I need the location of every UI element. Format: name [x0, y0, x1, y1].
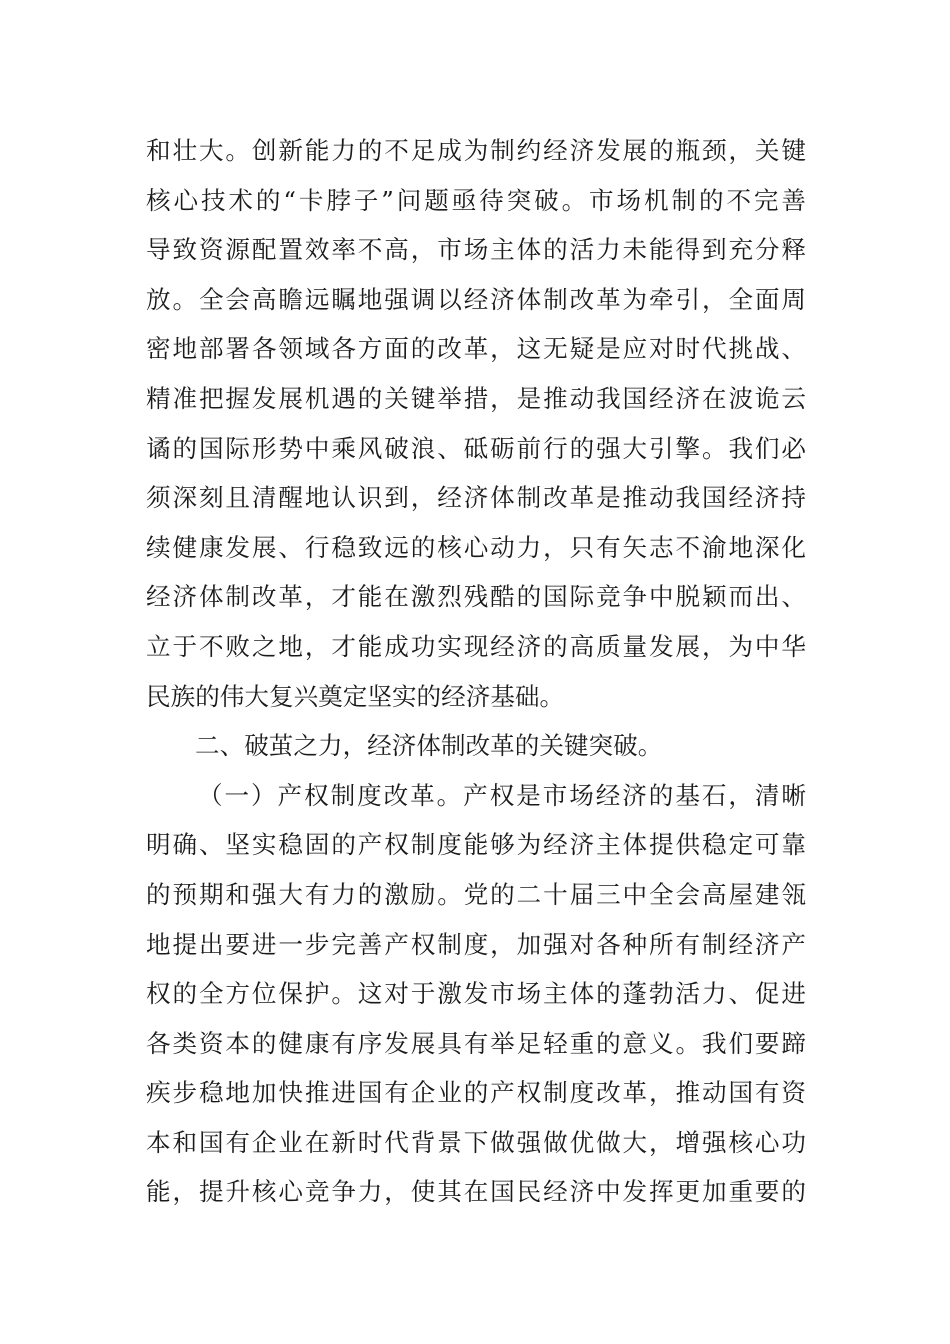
text-line: 经济体制改革，才能在激烈残酷的国际竞争中脱颖而出、: [146, 582, 806, 612]
text-line: 地提出要进一步完善产权制度，加强对各种所有制经济产: [146, 929, 806, 959]
text-line: 立于不败之地，才能成功实现经济的高质量发展，为中华: [146, 631, 806, 661]
text-line: 能，提升核心竞争力，使其在国民经济中发挥更加重要的: [146, 1177, 806, 1207]
text-line: 和壮大。创新能力的不足成为制约经济发展的瓶颈，关键: [146, 136, 806, 165]
text-line: 疾步稳地加快推进国有企业的产权制度改革，推动国有资: [146, 1078, 806, 1108]
text-line: 本和国有企业在新时代背景下做强做优做大，增强核心功: [146, 1127, 806, 1157]
text-line: 导致资源配置效率不高，市场主体的活力未能得到充分释: [146, 235, 806, 265]
text-line: 须深刻且清醒地认识到，经济体制改革是推动我国经济持: [146, 483, 806, 513]
body-text: [146, 126, 806, 1217]
text-line: 权的全方位保护。这对于激发市场主体的蓬勃活力、促进: [146, 979, 806, 1009]
text-line: 的预期和强大有力的激励。党的二十届三中全会高屋建瓴: [146, 879, 806, 909]
text-line: 核心技术的“卡脖子”问题亟待突破。市场机制的不完善: [146, 185, 806, 215]
text-line: 明确、坚实稳固的产权制度能够为经济主体提供稳定可靠: [146, 830, 806, 860]
subsection-first-line: （一）产权制度改革。产权是市场经济的基石，清晰: [198, 780, 806, 810]
text-line: 续健康发展、行稳致远的核心动力，只有矢志不渝地深化: [146, 532, 806, 562]
text-line: 密地部署各领域各方面的改革，这无疑是应对时代挑战、: [146, 334, 806, 364]
text-line: 放。全会高瞻远瞩地强调以经济体制改革为牵引，全面周: [146, 284, 806, 314]
section-heading: 二、破茧之力，经济体制改革的关键突破。: [195, 731, 663, 761]
text-line: 各类资本的健康有序发展具有举足轻重的意义。我们要蹄: [146, 1028, 806, 1058]
paragraph-end-line: 民族的伟大复兴奠定坚实的经济基础。: [146, 681, 565, 711]
text-line: 谲的国际形势中乘风破浪、砥砺前行的强大引擎。我们必: [146, 433, 806, 463]
text-line: 精准把握发展机遇的关键举措，是推动我国经济在波诡云: [146, 383, 806, 413]
